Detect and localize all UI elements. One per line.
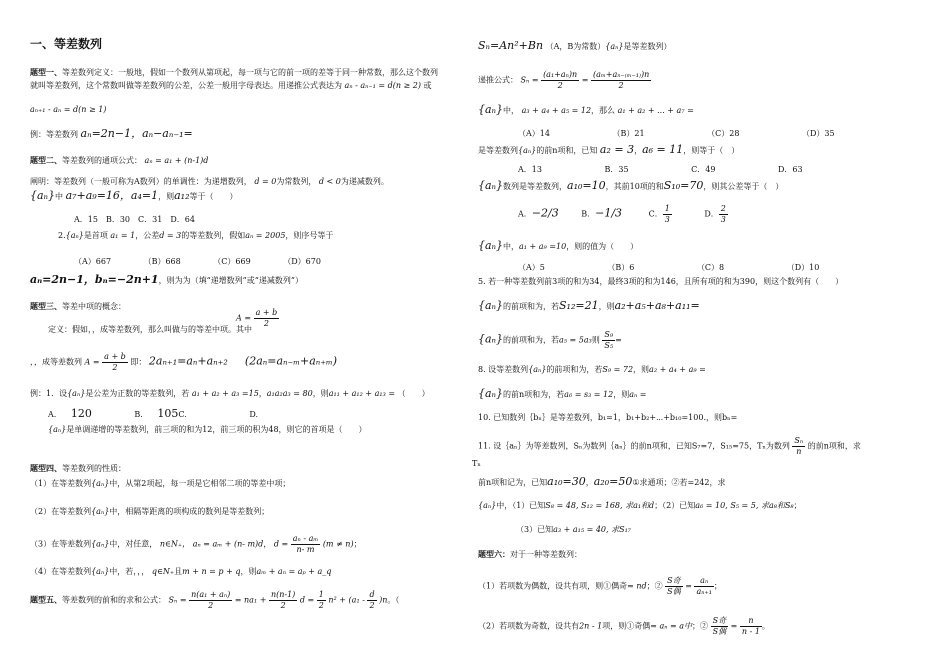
r6-a: A． xyxy=(518,209,532,219)
t4-p3-num: aₙ - aₘ xyxy=(292,534,319,543)
t2-ex2-text2: ，公差 xyxy=(135,231,160,240)
r3-opt-a: （A）14 xyxy=(518,129,550,138)
t6-p1-num: S奇 xyxy=(667,576,681,585)
r6-c-num: 1 xyxy=(664,204,670,213)
t3-ex1-end: （ ） xyxy=(397,389,430,398)
r4-text3: ，则等于（ ） xyxy=(683,146,740,155)
t6-p2-eq: = xyxy=(730,621,738,631)
r16-f2: a₆ = 10, S₅ = 5, 求a₈和S₈ xyxy=(695,501,794,510)
t3-ex1-f2: a₁a₂a₃ = 80 xyxy=(266,389,313,398)
t6-p2-f: 2n - 1 xyxy=(579,621,603,631)
t6-p1-den: S偶 xyxy=(667,587,681,596)
t2-example-3 xyxy=(30,274,303,287)
r10-den: S₅ xyxy=(604,341,614,350)
r6-c: C． xyxy=(648,209,663,219)
t4-p4-f3: m + n = p + q xyxy=(182,567,241,576)
r1-text: 是等差数列） xyxy=(623,42,672,51)
r6-b: B． xyxy=(581,209,596,219)
t2-ex2-opt-c: （C）669 xyxy=(213,257,251,266)
r9-text2: ，则 xyxy=(598,302,615,311)
t3-ex1-text: 是公差为正数的等差数列，若 xyxy=(85,389,190,398)
t3-ex2-seq: {aₙ} xyxy=(48,425,67,434)
r14-frac xyxy=(792,436,805,457)
r11-line xyxy=(478,364,706,376)
t4-line1 xyxy=(30,462,126,475)
t1-line3 xyxy=(30,104,106,116)
r9-f2: a₂+a₅+a₈+a₁₁= xyxy=(614,299,700,312)
t6-p1-rden: aₙ₊₁ xyxy=(696,587,712,596)
t2-ex1-formula: a₇+a₉=16，a₄=1 xyxy=(65,189,159,202)
r5-options xyxy=(518,204,728,225)
t4-p3-seq: {aₙ} xyxy=(91,539,110,549)
r17-line xyxy=(516,524,631,536)
r3-text: 中， xyxy=(503,106,520,115)
t3-cond-den: 2 xyxy=(112,363,118,372)
t3-ex1-options xyxy=(48,408,258,421)
t4-property-2 xyxy=(30,506,269,518)
t4-p1-seq: {aₙ} xyxy=(91,479,110,488)
r1-line xyxy=(478,40,671,53)
r7-seq: {aₙ} xyxy=(478,239,504,252)
t2-mono-text: 阐明：等差数列（一般可称为A数列）的单调性：为递增数列， xyxy=(30,177,252,186)
t1-formula-2: aₙ₊₁ - aₙ = d(n ≥ 1) xyxy=(30,105,107,114)
t3-cond-fraction xyxy=(102,352,128,373)
r14-tn: Tₙ xyxy=(472,459,481,468)
r4-opt-d: D．63 xyxy=(777,165,803,174)
section-title: 一、等差数列 xyxy=(30,37,103,51)
t2-ex3-formula: aₙ=2n−1，bₙ=−2n+1 xyxy=(30,273,159,286)
t2-ex2-opt-d: （D）670 xyxy=(283,257,321,266)
t2-ex2-text3: 的等差数列，假如 xyxy=(181,231,246,240)
t2-heading: 题型二、 xyxy=(30,155,62,165)
t6-p2: （2）若项数为奇数，设共有 xyxy=(478,621,580,631)
t6-p2-den: S偶 xyxy=(712,627,727,636)
r3-f2: a₁ + a₂ + ... + a₇ = xyxy=(617,106,694,115)
t5-end: 。（ xyxy=(387,595,400,605)
t6-p2-f2: = aₙ = a中 xyxy=(650,621,693,631)
r2-frac-1 xyxy=(541,70,579,91)
t5-den4: 2 xyxy=(369,601,375,610)
r15-text2: ①求通项；②若=242，求 xyxy=(632,478,726,487)
t2-d-eq-0: d = 0 xyxy=(254,177,277,186)
t4-p3-f4: (m ≠ n) xyxy=(322,539,354,549)
r13-line: 10. 已知数列｛bₙ｝是等差数列，b₁=1，b₁+b₂+⋯+b₁₀=100.，则bₙ= xyxy=(478,413,738,422)
r1-seq: {aₙ} xyxy=(605,42,624,51)
r7-options xyxy=(518,262,819,274)
r7-opt-b: （B）6 xyxy=(607,263,635,272)
r3-opt-b: （B）21 xyxy=(612,129,645,138)
r14-text: 11. 设｛aₙ｝为等差数列，Sₙ为数列｛aₙ｝的前n项和，已知S₇=7，S₁₅=75，Tₙ为数列 xyxy=(478,441,790,451)
t5-tail2: n² + (a₁ - xyxy=(328,595,365,605)
t6-property-2 xyxy=(478,616,770,637)
t6-p2-rnum: n xyxy=(740,616,762,627)
t3-opt-b-label: B. xyxy=(134,410,143,419)
r4-seq: {aₙ} xyxy=(518,146,537,155)
r10-f1: a₅ = 5a₃ xyxy=(559,335,592,345)
t3-frac-num: a + b xyxy=(255,308,278,317)
t3-opt-a-label: A. xyxy=(48,410,57,419)
t4-p4-f2: 且 xyxy=(174,567,183,576)
t3-condition xyxy=(30,352,337,373)
r9-line xyxy=(478,300,700,313)
t4-p2-b: 中，相隔等距离的项构成的数列是等差数列； xyxy=(109,507,270,516)
r2-num1: (a₁+aₙ)n xyxy=(543,70,578,79)
r5-f2: S₁₀=70 xyxy=(663,179,704,192)
r10-then: 则 xyxy=(591,335,600,345)
t3-ex1-seq: {aₙ} xyxy=(67,389,86,398)
t2-ex3-text: ，则为为（填“递增数列”或“递减数列”） xyxy=(158,276,303,285)
r9-seq: {aₙ} xyxy=(478,299,504,312)
r10-eq: = xyxy=(615,335,622,345)
r4-f2: a₆ = 11 xyxy=(642,143,684,156)
r2-sn: Sₙ = xyxy=(520,75,539,85)
r4-f1: a₂ = 3 xyxy=(599,143,635,156)
t5-frac-2 xyxy=(269,590,297,611)
t4-property-4 xyxy=(30,566,331,578)
r17-f1: a₃ + a₁₅ = 40, 求S₁₇ xyxy=(553,525,631,534)
t2-ex2-an: aₙ = 2005 xyxy=(245,231,286,240)
r9-f1: S₁₂=21 xyxy=(559,299,599,312)
t4-p4-b: 中，若，，， xyxy=(109,567,150,576)
r5-text2: ，其前10项的和 xyxy=(605,182,664,191)
t5-num3: 1 xyxy=(318,590,324,599)
t3-cond-num: a + b xyxy=(104,352,126,361)
r2-den1: 2 xyxy=(557,81,563,90)
t1-example-label: 例：等差数列 xyxy=(30,130,78,139)
r15-text: 前n项和记为，已知 xyxy=(478,478,548,487)
t2-ex2-a1: a₁ = 1 xyxy=(110,231,136,240)
t6-p1-rnum: aₙ xyxy=(694,576,713,587)
t5-tail3: )n xyxy=(379,595,388,605)
r2-eq: = xyxy=(581,75,589,85)
r3-seq: {aₙ} xyxy=(478,103,504,116)
t6-p1-frac xyxy=(665,576,682,597)
r11-seq: {aₙ} xyxy=(528,365,547,374)
r3-options xyxy=(518,128,835,140)
r6-d: D． xyxy=(704,209,719,219)
r5-f1: a₁₀=10 xyxy=(567,179,606,192)
t6-p1-rfrac xyxy=(694,576,713,597)
t1-heading: 题型一、 xyxy=(30,67,62,77)
t3-fraction xyxy=(254,308,280,329)
t4-p1-a: （1）在等差数列 xyxy=(30,479,92,488)
t4-p3-b: 中，对任意， xyxy=(109,539,158,549)
t5-frac-1 xyxy=(189,590,232,611)
t5-num1: n(a₁ + aₙ) xyxy=(191,590,231,599)
t6-p2-num: S奇 xyxy=(712,616,727,625)
t5-den1: 2 xyxy=(208,601,214,610)
t3-opt-a-val: 120 xyxy=(70,407,92,420)
t2-example-2 xyxy=(58,230,333,242)
r10-frac xyxy=(602,330,615,351)
r5-line xyxy=(478,180,783,193)
left-column xyxy=(30,0,470,672)
t5-tail: d = xyxy=(299,595,315,605)
t2-line1 xyxy=(30,154,208,167)
t6-p2-rfrac xyxy=(740,616,762,637)
r3-line xyxy=(478,104,694,117)
r4-text: 是等差数列 xyxy=(478,146,518,155)
t3-cond-frac-left: A = xyxy=(84,357,100,367)
t1-definition-2: 就叫等差数列，这个常数叫做等差数列的公差，公差一般用字母表达。用递推公式表达为 xyxy=(30,81,342,90)
r16-seq: {aₙ} xyxy=(478,501,497,510)
r15-line: 前n项和记为，已知a₁₀=30，a₂₀=50①求通项；②若=242，求 xyxy=(478,475,726,488)
r16-text2: ；（2）已知 xyxy=(654,501,696,510)
t5-heading: 题型五、 xyxy=(30,594,62,605)
r7-text: 中， xyxy=(503,242,520,251)
t2-ex1-options: A．15 B．30 C．31 D．64 xyxy=(74,215,195,224)
t5-text: 等差数列的前和的求和公式： xyxy=(62,595,166,605)
t4-p4-a: （4）在等差数列 xyxy=(30,567,92,576)
r12-f2: aₙ = xyxy=(629,390,647,399)
t5-line xyxy=(30,590,399,611)
t5-den2: 2 xyxy=(280,601,286,610)
t3-ex1-then: ，则 xyxy=(312,389,329,398)
t3-ex2-text: 是单调递增的等差数列，前三项的和为12，前三项的积为48，则它的首项是（ ） xyxy=(66,425,367,434)
t6-p2-3: ；② xyxy=(692,621,709,631)
t3-definition: 定义：假如，，成等差数列，那么叫做与的等差中项。其中 xyxy=(48,325,252,334)
t1-example-formula: aₙ=2n−1，aₙ−aₙ₋₁= xyxy=(80,127,193,140)
r9-text: 的前项和为，若 xyxy=(503,302,560,311)
r12-line xyxy=(478,388,646,401)
r12-text: 的前n项和为，若 xyxy=(503,390,565,399)
t6-heading: 题型六： xyxy=(478,549,510,559)
t4-p4-f4: ，则 xyxy=(240,567,257,576)
t2-ex2-opt-b: （B）668 xyxy=(143,257,181,266)
t1-example xyxy=(30,128,193,141)
r10-line xyxy=(478,330,622,351)
t6-line xyxy=(478,548,582,561)
r4-options xyxy=(518,164,803,176)
t2-monotonic xyxy=(30,176,389,188)
t6-p2-rden: n - 1 xyxy=(741,627,760,636)
t6-p1: （1）若项数为偶数，设共有项，则①偶奇 xyxy=(478,581,628,591)
t5-den3: 2 xyxy=(318,601,324,610)
r15-f2: a₂₀=50 xyxy=(593,475,633,488)
t2-ex1-then: ，则 xyxy=(158,192,175,201)
r17-text: （3）已知 xyxy=(516,525,554,534)
t3-text: 等差中项的概念： xyxy=(62,302,126,311)
r14-den: n xyxy=(796,447,802,456)
t5-sn: Sₙ = xyxy=(168,595,187,605)
r8-line: 5. 若一种等差数列前3项的和为34，最终3项的和为146，且所有项的和为390，则这个数列有（ ） xyxy=(478,277,844,286)
t1-line1 xyxy=(30,66,438,79)
t2-example-1 xyxy=(30,190,238,203)
r4-opt-a: A．13 xyxy=(518,165,542,174)
t4-p4-f5: aₘ + aₙ = aₚ + a_q xyxy=(256,567,332,576)
t2-ex2-opt-a: （A）667 xyxy=(74,257,112,266)
r3-f1: a₃ + a₄ + a₅ = 12 xyxy=(521,106,592,115)
t3-ex1-f1: a₁ + a₂ + a₃ =15 xyxy=(191,389,259,398)
r6-d-frac xyxy=(719,204,728,225)
r2-num2: (aₘ+aₙ₋₍ₘ₋₁₎)n xyxy=(592,70,650,79)
t3-heading: 题型三、 xyxy=(30,301,62,311)
r16-text: 中，（1）已知 xyxy=(496,501,546,510)
r7-line xyxy=(478,240,638,253)
t2-ex1-end: 等于（ ） xyxy=(189,192,238,201)
t5-frac-4 xyxy=(367,590,376,611)
t6-p1-f: = nd xyxy=(627,581,647,591)
r6-d-den: 3 xyxy=(720,215,726,224)
t3-ex1-f3: a₁₁ + a₁₂ + a₁₃ = xyxy=(328,389,396,398)
t6-p1-eq: = xyxy=(685,581,692,591)
t6-p2-2: 项，则①奇偶 xyxy=(602,621,651,631)
t4-p4-f1: q∈N₊ xyxy=(151,567,175,576)
t3-cond-ji: 即： xyxy=(130,357,147,367)
r16-end: ； xyxy=(793,501,802,510)
r3-opt-c: （C）28 xyxy=(707,129,740,138)
r11-f2: a₂ + a₄ + a₉ = xyxy=(649,365,706,374)
t2-ex2-options xyxy=(74,256,321,268)
r15-f1: a₁₀=30 xyxy=(547,475,586,488)
r12-text2: ，则 xyxy=(613,390,630,399)
r2-line xyxy=(478,70,651,91)
t4-p3-f1: n∈N₊， xyxy=(159,539,191,549)
t1-or: 或 xyxy=(423,81,432,90)
r11-f1: S₉ = 72 xyxy=(602,365,634,374)
r10-seq: {aₙ} xyxy=(478,332,504,346)
t2-ex1-seq: {aₙ} xyxy=(30,189,56,202)
t5-frac-3 xyxy=(317,590,326,611)
t5-num4: d xyxy=(369,590,375,599)
t4-heading: 题型四、 xyxy=(30,463,62,473)
r4-line: 是等差数列{aₙ}的前n项和，已知 a₂ = 3，a₆ = 11，则等于（ ） xyxy=(478,143,740,156)
r4-opt-b: B．35 xyxy=(604,165,629,174)
r5-text3: ，则其公差等于（ ） xyxy=(703,182,784,191)
t4-p1-b: 中，从第2项起，每一项是它相邻二项的等差中项； xyxy=(109,479,291,488)
r7-f1: a₁ + a₉ =10 xyxy=(519,242,567,251)
t6-p1-end: ； xyxy=(713,581,722,591)
t3-opt-b-val: 105 xyxy=(157,407,179,420)
t2-ex2-text4: ，则序号等于 xyxy=(285,231,334,240)
r12-seq: {aₙ} xyxy=(478,387,504,400)
r10-text: 的前项和为，若 xyxy=(503,335,560,345)
t1-definition: 等差数列定义：一般地，假如一个数列从第项起，每一项与它的前一项的差等于同一种常数，那么这个数列 xyxy=(62,68,438,77)
t4-p2-seq: {aₙ} xyxy=(91,507,110,516)
t3-cond-f2: (2aₙ=aₙ₋ₘ+aₙ₊ₘ) xyxy=(244,354,338,368)
r4-text2: 的前n项和，已知 xyxy=(536,146,598,155)
r11-text: 8. 设等差数列 xyxy=(478,365,529,374)
t2-d-lt-0: d < 0 xyxy=(318,177,341,186)
t4-p3-f3: d = xyxy=(273,539,289,549)
r11-text2: 的前项和为，若 xyxy=(546,365,603,374)
r7-opt-c: （C）8 xyxy=(696,263,725,272)
r10-num: S₉ xyxy=(604,330,614,339)
t3-frac-left: A = xyxy=(236,313,252,323)
r12-f1: a₆ = s₃ = 12 xyxy=(564,390,614,399)
r4-opt-c: C．49 xyxy=(691,165,716,174)
t4-p4-seq: {aₙ} xyxy=(91,567,110,576)
t1-line2 xyxy=(30,80,432,92)
t2-ex2-seq: {aₙ} xyxy=(65,231,84,240)
t3-line1 xyxy=(30,300,126,313)
r11-text3: ，则 xyxy=(633,365,650,374)
t3-cond-f1: 2aₙ₊₁=aₙ+aₙ₊₂ xyxy=(148,354,228,368)
r16-line xyxy=(478,500,802,512)
r6-b-val: −1/3 xyxy=(595,206,623,220)
t4-p3-fraction xyxy=(291,534,320,555)
t4-text: 等差数列的性质： xyxy=(62,464,126,473)
t2-ex2-d: d = 3 xyxy=(159,231,182,240)
r1-ab: （A，B为常数） xyxy=(545,42,606,51)
t3-example-2 xyxy=(48,424,367,436)
r1-formula: Sₙ=An²+Bn xyxy=(478,39,544,52)
t6-p2-end: 。 xyxy=(761,621,770,631)
t2-ex2-num: 2. xyxy=(58,231,66,240)
t4-property-3: （3）在等差数列{aₙ}中，对任意， n∈N₊， aₙ = aₘ + (n- m)d， d = $\frac{\text{aₙ - aₘ}}{n- m}$ (m ≠ n)； xyxy=(30,534,362,554)
t3-example-1: 例：1．设{aₙ}是公差为正数的等差数列，若 a₁ + a₂ + a₃ =15，a₁a₂a₃ = 80，则a₁₁ + a₁₂ + a₁₃ = （ ） xyxy=(30,389,430,398)
r2-den2: 2 xyxy=(618,81,624,90)
t2-ex1-target: a₁₂ xyxy=(174,189,190,202)
right-column xyxy=(472,0,928,672)
t4-p2-a: （2）在等差数列 xyxy=(30,507,92,516)
t4-p3-f2: aₙ = aₘ + (n- m)d xyxy=(192,539,264,549)
t2-ex1-mid: 中 xyxy=(55,192,64,201)
t6-p2-frac xyxy=(711,616,728,637)
t2-formula: aₙ = a₁ + (n-1)d xyxy=(144,156,209,165)
t3-cond-text: ，，成等差数列 xyxy=(30,357,82,367)
t4-p3-a: （3）在等差数列 xyxy=(30,539,92,549)
r14-line xyxy=(478,436,861,457)
r6-c-frac xyxy=(663,204,672,225)
t3-ex1-label: 例：1．设 xyxy=(30,389,68,398)
t2-text: 等差数列的通项公式： xyxy=(62,156,142,165)
t3-opt-c-label: C. xyxy=(178,410,187,419)
r5-text: 数列是等差数列， xyxy=(503,182,568,191)
t5-mid: = na₁ + xyxy=(234,595,267,605)
t1-formula-1: aₙ - aₙ₋₁ = d(n ≥ 2) xyxy=(344,81,421,90)
r14-num: Sₙ xyxy=(794,436,804,445)
r5-seq: {aₙ} xyxy=(478,179,504,192)
r7-text2: ，则的值为（ ） xyxy=(566,242,639,251)
t4-p3-den: n- m xyxy=(296,545,315,554)
t4-property-1 xyxy=(30,478,290,490)
r14-text2: 的前n项和，求 xyxy=(807,441,861,451)
t3-frac-den: 2 xyxy=(263,319,269,328)
t6-text: 对于一种等差数列： xyxy=(510,550,582,559)
r6-a-val: −2/3 xyxy=(531,206,559,220)
r3-opt-d: （D）35 xyxy=(801,129,835,138)
t3-opt-d-label: D. xyxy=(249,410,258,419)
r7-opt-d: （D）10 xyxy=(786,263,820,272)
t6-p1-2: ；② xyxy=(646,581,663,591)
r3-text2: ，那么 xyxy=(591,106,616,115)
r2-label: 递推公式： xyxy=(478,75,518,85)
r6-d-num: 2 xyxy=(720,204,726,213)
t2-ex2-text: 是首项 xyxy=(83,231,108,240)
r6-c-den: 3 xyxy=(664,215,670,224)
t2-const: 为常数列， xyxy=(276,177,317,186)
t2-dec: 为递减数列。 xyxy=(340,177,389,186)
r7-opt-a: （A）5 xyxy=(518,263,545,272)
r16-f1: S₈ = 48, S₁₂ = 168, 求a₁和d xyxy=(545,501,655,510)
t5-num2: n(n-1) xyxy=(270,590,296,599)
r2-frac-2 xyxy=(591,70,651,91)
t6-property-1 xyxy=(478,576,722,597)
